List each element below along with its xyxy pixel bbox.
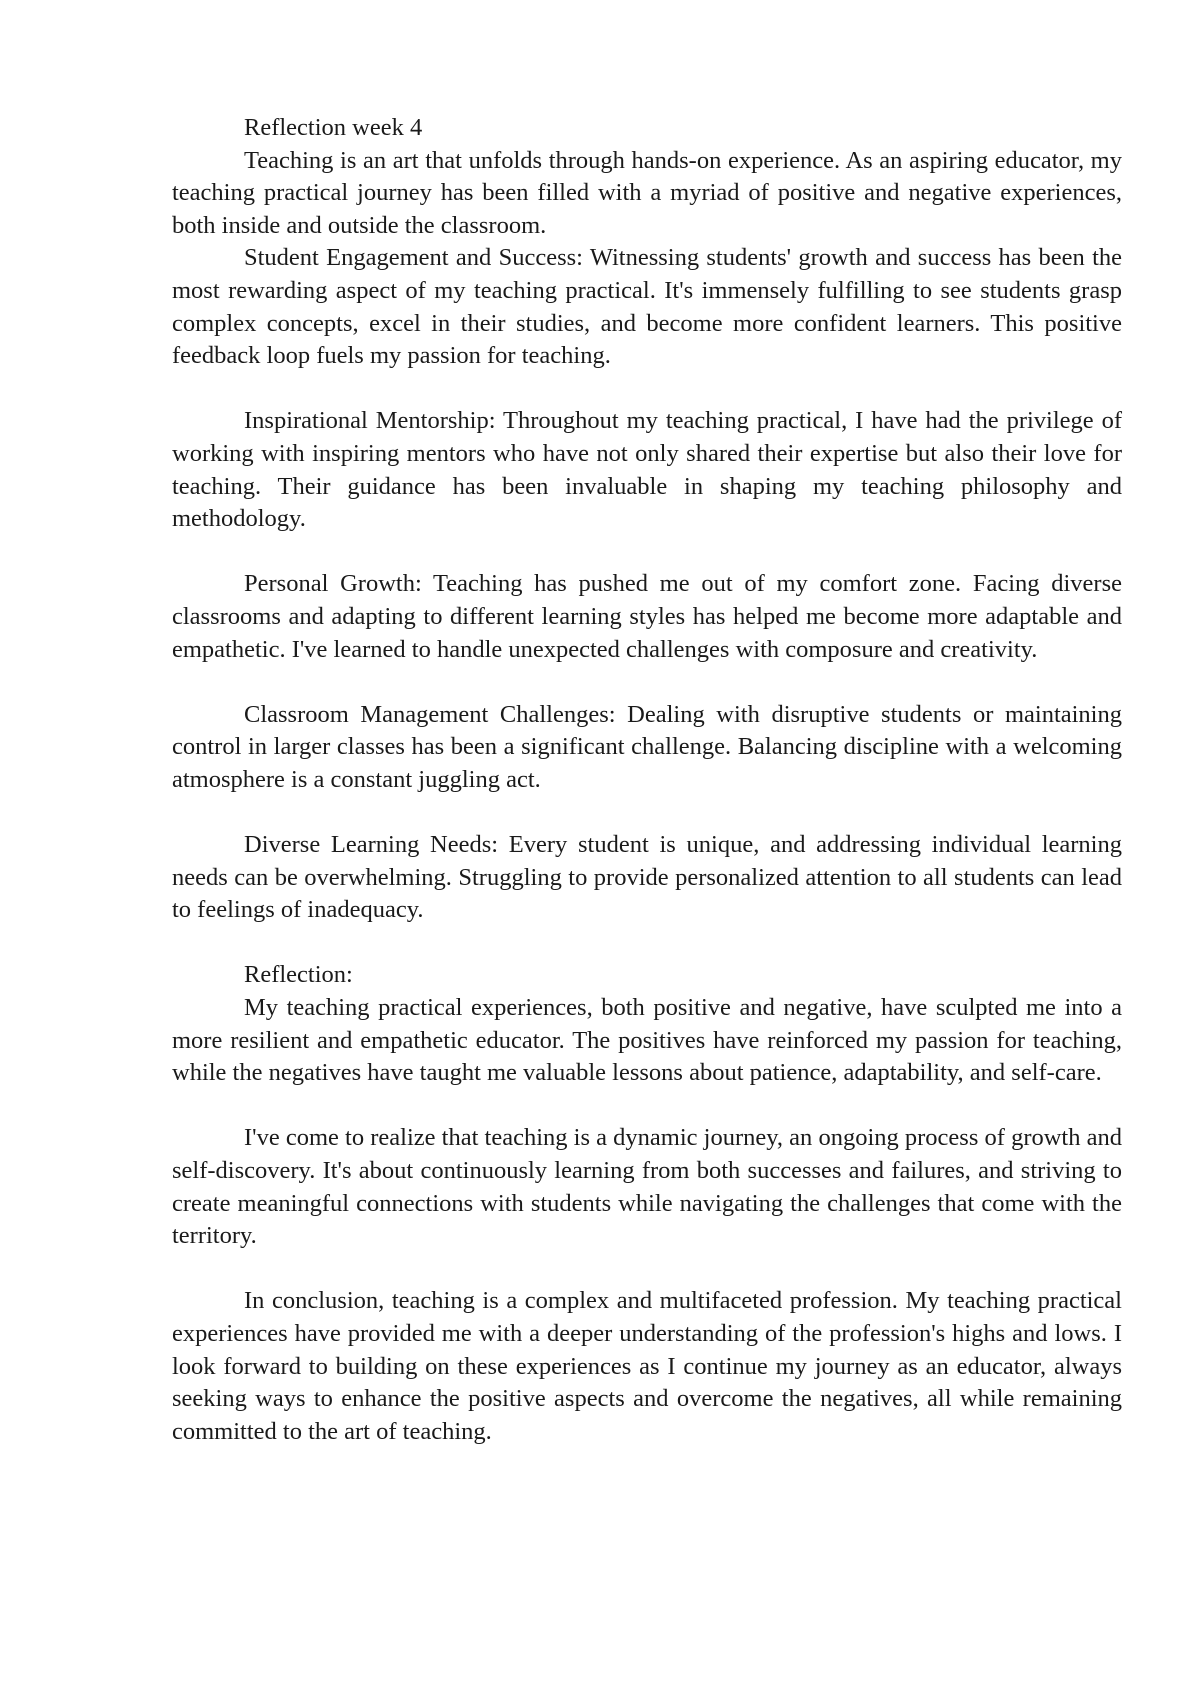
document-title: Reflection week 4 (244, 114, 423, 141)
paragraph-gap (172, 927, 1122, 960)
paragraph-gap (172, 1253, 1122, 1286)
paragraph-student-engagement: Student Engagement and Success: Witnessing students' growth and success has been the most rewarding aspect of my teaching practical. It's immensely fulfilling to see students grasp complex concepts, excel in their studies, and become more confident learners. This positive feedback loop fuels my passion for teaching. (172, 244, 1122, 370)
paragraph-diverse-learning: Diverse Learning Needs: Every student is unique, and addressing individual learning needs can be overwhelming. Struggling to provide personalized attention to all students can lead to feelings of inadequacy. (172, 831, 1122, 924)
reflection-heading: Reflection: (244, 961, 353, 989)
paragraph-inspirational-mentorship: Inspirational Mentorship: Throughout my teaching practical, I have had the privilege of working with inspiring mentors who have not only shared their expertise but also their love for teaching. Their guidance has been invaluable in shaping my teaching philosophy and methodology. (172, 407, 1122, 533)
paragraph-gap (172, 536, 1122, 569)
intro-paragraph: Teaching is an art that unfolds through hands-on experience. As an aspiring educator, my teaching practical journey has been filled with a myriad of positive and negative experiences, both inside and outside the classroom. (172, 146, 1122, 239)
paragraph-gap (172, 373, 1122, 406)
reflection-paragraph-dynamic-journey: I've come to realize that teaching is a dynamic journey, an ongoing process of growth and self-discovery. It's about continuously learning from both successes and failures, and striving to create meaningful connections with students while navigating the challenges that come with the territory. (172, 1124, 1122, 1250)
paragraph-gap (172, 666, 1122, 699)
paragraph-personal-growth: Personal Growth: Teaching has pushed me out of my comfort zone. Facing diverse classrooms and adapting to different learning styles has helped me become more adaptable and empathetic. I've learned to handle unexpected challenges with composure and creativity. (172, 570, 1122, 663)
paragraph-gap (172, 1090, 1122, 1123)
paragraph-gap (172, 796, 1122, 829)
conclusion-paragraph: In conclusion, teaching is a complex and multifaceted profession. My teaching practical experiences have provided me with a deeper understanding of the profession's highs and lows. I look forward to building on these experiences as I continue my journey as an educator, always seeking ways to enhance the positive aspects and overcome the negatives, all while remaining committed to the art of teaching. (172, 1287, 1122, 1445)
reflection-paragraph-sculpted: My teaching practical experiences, both positive and negative, have sculpted me into a more resilient and empathetic educator. The positives have reinforced my passion for teaching, while the negatives have taught me valuable lessons about patience, adaptability, and self-care. (172, 994, 1122, 1087)
document-page (172, 112, 1122, 1448)
paragraph-classroom-management: Classroom Management Challenges: Dealing with disruptive students or maintaining control in larger classes has been a significant challenge. Balancing discipline with a welcoming atmosphere is a constant juggling act. (172, 700, 1122, 793)
